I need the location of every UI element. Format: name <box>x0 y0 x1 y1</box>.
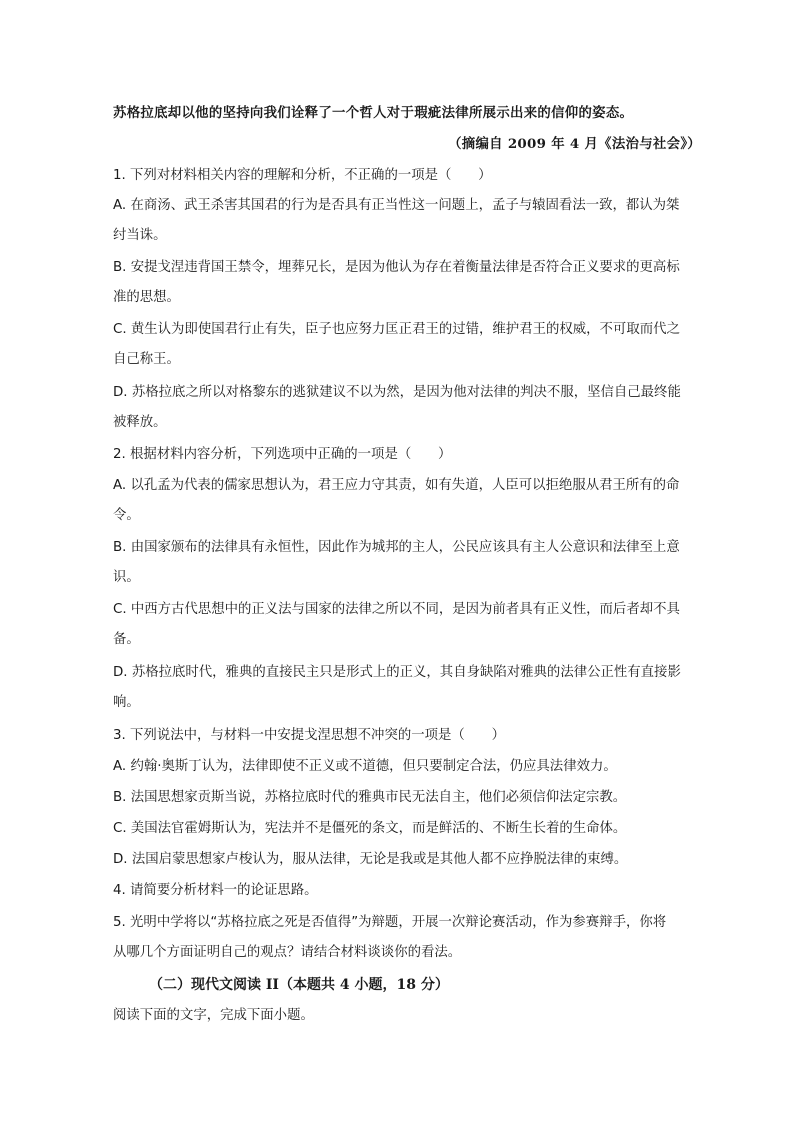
q2-option-c-cont: 备。 <box>113 632 140 647</box>
q2-option-a-cont: 令。 <box>113 508 140 523</box>
q1-option-a: A. 在商汤、武王杀害其国君的行为是否具有正当性这一问题上，孟子与辕固看法一致，都认为桀 <box>113 198 680 213</box>
question-3-stem: 3. 下列说法中，与材料一中安提戈涅思想不冲突的一项是（ ） <box>113 728 505 743</box>
q3-option-a: A. 约翰·奥斯丁认为，法律即使不正义或不道德，但只要制定合法，仍应具法律效力。 <box>113 759 617 774</box>
question-2-stem: 2. 根据材料内容分析，下列选项中正确的一项是（ ） <box>113 447 452 462</box>
source-citation: （摘编自 2009 年 4 月《法治与社会》） <box>448 136 701 152</box>
q2-option-c: C. 中西方古代思想中的正义法与国家的法律之所以不同，是因为前者具有正义性，而后者却不具 <box>113 602 680 617</box>
q1-option-c-cont: 自己称王。 <box>113 352 180 367</box>
q2-option-d: D. 苏格拉底时代，雅典的直接民主只是形式上的正义，其自身缺陷对雅典的法律公正性有直接影 <box>113 665 681 680</box>
question-1-stem: 1. 下列对材料相关内容的理解和分析，不正确的一项是（ ） <box>113 168 492 183</box>
q3-option-d: D. 法国启蒙思想家卢梭认为，服从法律，无论是我或是其他人都不应挣脱法律的束缚。 <box>113 852 628 867</box>
question-5: 5. 光明中学将以“苏格拉底之死是否值得”为辩题，开展一次辩论赛活动，作为参赛辩手，你将 <box>113 915 667 930</box>
q1-option-a-cont: 纣当诛。 <box>113 228 167 243</box>
q2-option-d-cont: 响。 <box>113 695 140 710</box>
question-4: 4. 请简要分析材料一的论证思路。 <box>113 883 318 898</box>
q1-option-d: D. 苏格拉底之所以对格黎东的逃狱建议不以为然，是因为他对法律的判决不服，坚信自己最终能 <box>113 385 681 400</box>
q3-option-b: B. 法国思想家贡斯当说，苏格拉底时代的雅典市民无法自主，他们必须信仰法定宗教。 <box>113 790 627 805</box>
q1-option-d-cont: 被释放。 <box>113 415 167 430</box>
q1-option-c: C. 黄生认为即使国君行止有失，臣子也应努力匡正君王的过错，维护君王的权威，不可取而代之 <box>113 322 680 337</box>
reading-instruction: 阅读下面的文字，完成下面小题。 <box>113 1008 314 1023</box>
q2-option-a: A. 以孔孟为代表的儒家思想认为，君王应力守其责，如有失道，人臣可以拒绝服从君王所有的命 <box>113 478 680 493</box>
q2-option-b: B. 由国家颁布的法律具有永恒性，因此作为城邦的主人，公民应该具有主人公意识和法律至上意 <box>113 540 680 555</box>
q2-option-b-cont: 识。 <box>113 570 140 585</box>
q1-option-b-cont: 准的思想。 <box>113 290 180 305</box>
section-heading: （二）现代文阅读 II（本题共 4 小题，18 分） <box>149 977 449 993</box>
q1-option-b: B. 安提戈涅违背国王禁令，埋葬兄长，是因为他认为存在着衡量法律是否符合正义要求的更高标 <box>113 260 680 275</box>
closing-sentence: 苏格拉底却以他的坚持向我们诠释了一个哲人对于瑕疵法律所展示出来的信仰的姿态。 <box>113 105 634 121</box>
question-5-cont: 从哪几个方面证明自己的观点？请结合材料谈谈你的看法。 <box>113 945 462 960</box>
q3-option-c: C. 美国法官霍姆斯认为，宪法并不是僵死的条文，而是鲜活的、不断生长着的生命体。 <box>113 821 627 836</box>
